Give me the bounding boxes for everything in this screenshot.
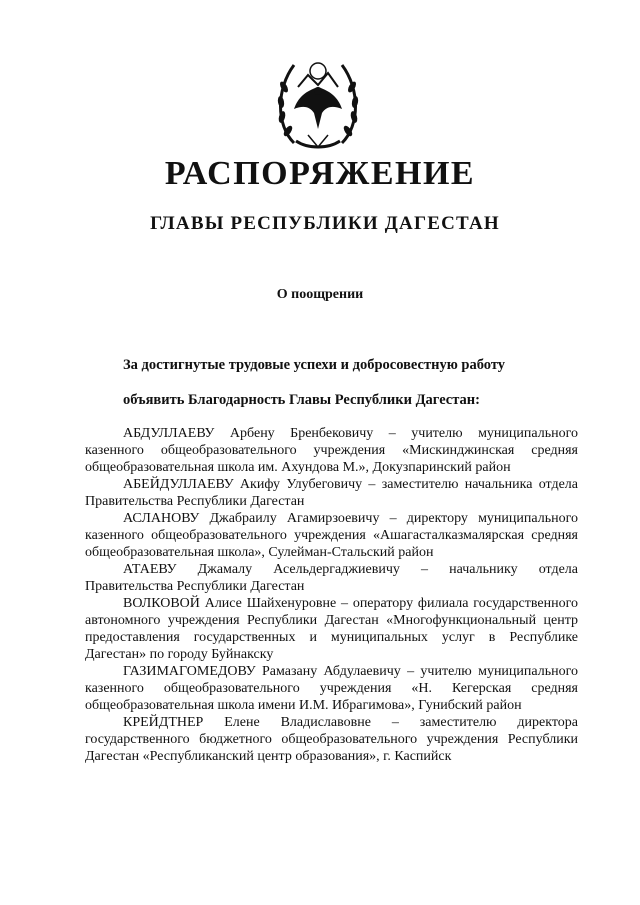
document-subtitle: ГЛАВЫ РЕСПУБЛИКИ ДАГЕСТАН xyxy=(150,213,500,234)
awardee-entry: КРЕЙДТНЕР Елене Владиславовне – заместителю директора государственного бюджетного общеобразовательного учреждения Республики Дагестан «Республиканский центр образования», г. Каспийск xyxy=(85,715,578,764)
dagestan-coat-of-arms-icon xyxy=(272,47,364,157)
document-title: РАСПОРЯЖЕНИЕ xyxy=(164,155,476,192)
awardee-entry: АБЕЙДУЛЛАЕВУ Акифу Улубеговичу – заместителю начальника отдела Правительства Республики Дагестан xyxy=(85,477,578,509)
awardee-entry: АСЛАНОВУ Джабраилу Агамирзоевичу – директору муниципального казенного общеобразовательного учреждения «Ашагасталказмалярская средняя общеобразовательная школа», Сулейман-Стальский район xyxy=(85,511,578,560)
document-subject: О поощрении xyxy=(276,287,364,302)
awardee-entry: АТАЕВУ Джамалу Асельдергаджиевичу – начальнику отдела Правительства Республики Дагестан xyxy=(85,562,578,594)
lead-line-1: За достигнутые трудовые успехи и добросовестную работу xyxy=(123,357,506,373)
lead-line-2: объявить Благодарность Главы Республики Дагестан: xyxy=(123,392,480,408)
awardee-entry: ГАЗИМАГОМЕДОВУ Рамазану Абдулаевичу – учителю муниципального казенного общеобразовательного учреждения «Н. Кегерская средняя общеобразовательная школа имени И.М. Ибрагимова», Гунибский район xyxy=(85,664,578,713)
awardee-entry: ВОЛКОВОЙ Алисе Шайхенуровне – оператору филиала государственного автономного учреждения Республики Дагестан «Многофункциональный центр предоставления государственных и муниципальных услуг в Республике Дагестан» по городу Буйнакску xyxy=(85,596,578,662)
awardee-entry: АБДУЛЛАЕВУ Арбену Бренбековичу – учителю муниципального казенного общеобразовательного учреждения «Мискинджинская средняя общеобразовательная школа им. Ахундова М.», Докузпаринский район xyxy=(85,426,578,475)
awardee-list xyxy=(85,425,578,765)
